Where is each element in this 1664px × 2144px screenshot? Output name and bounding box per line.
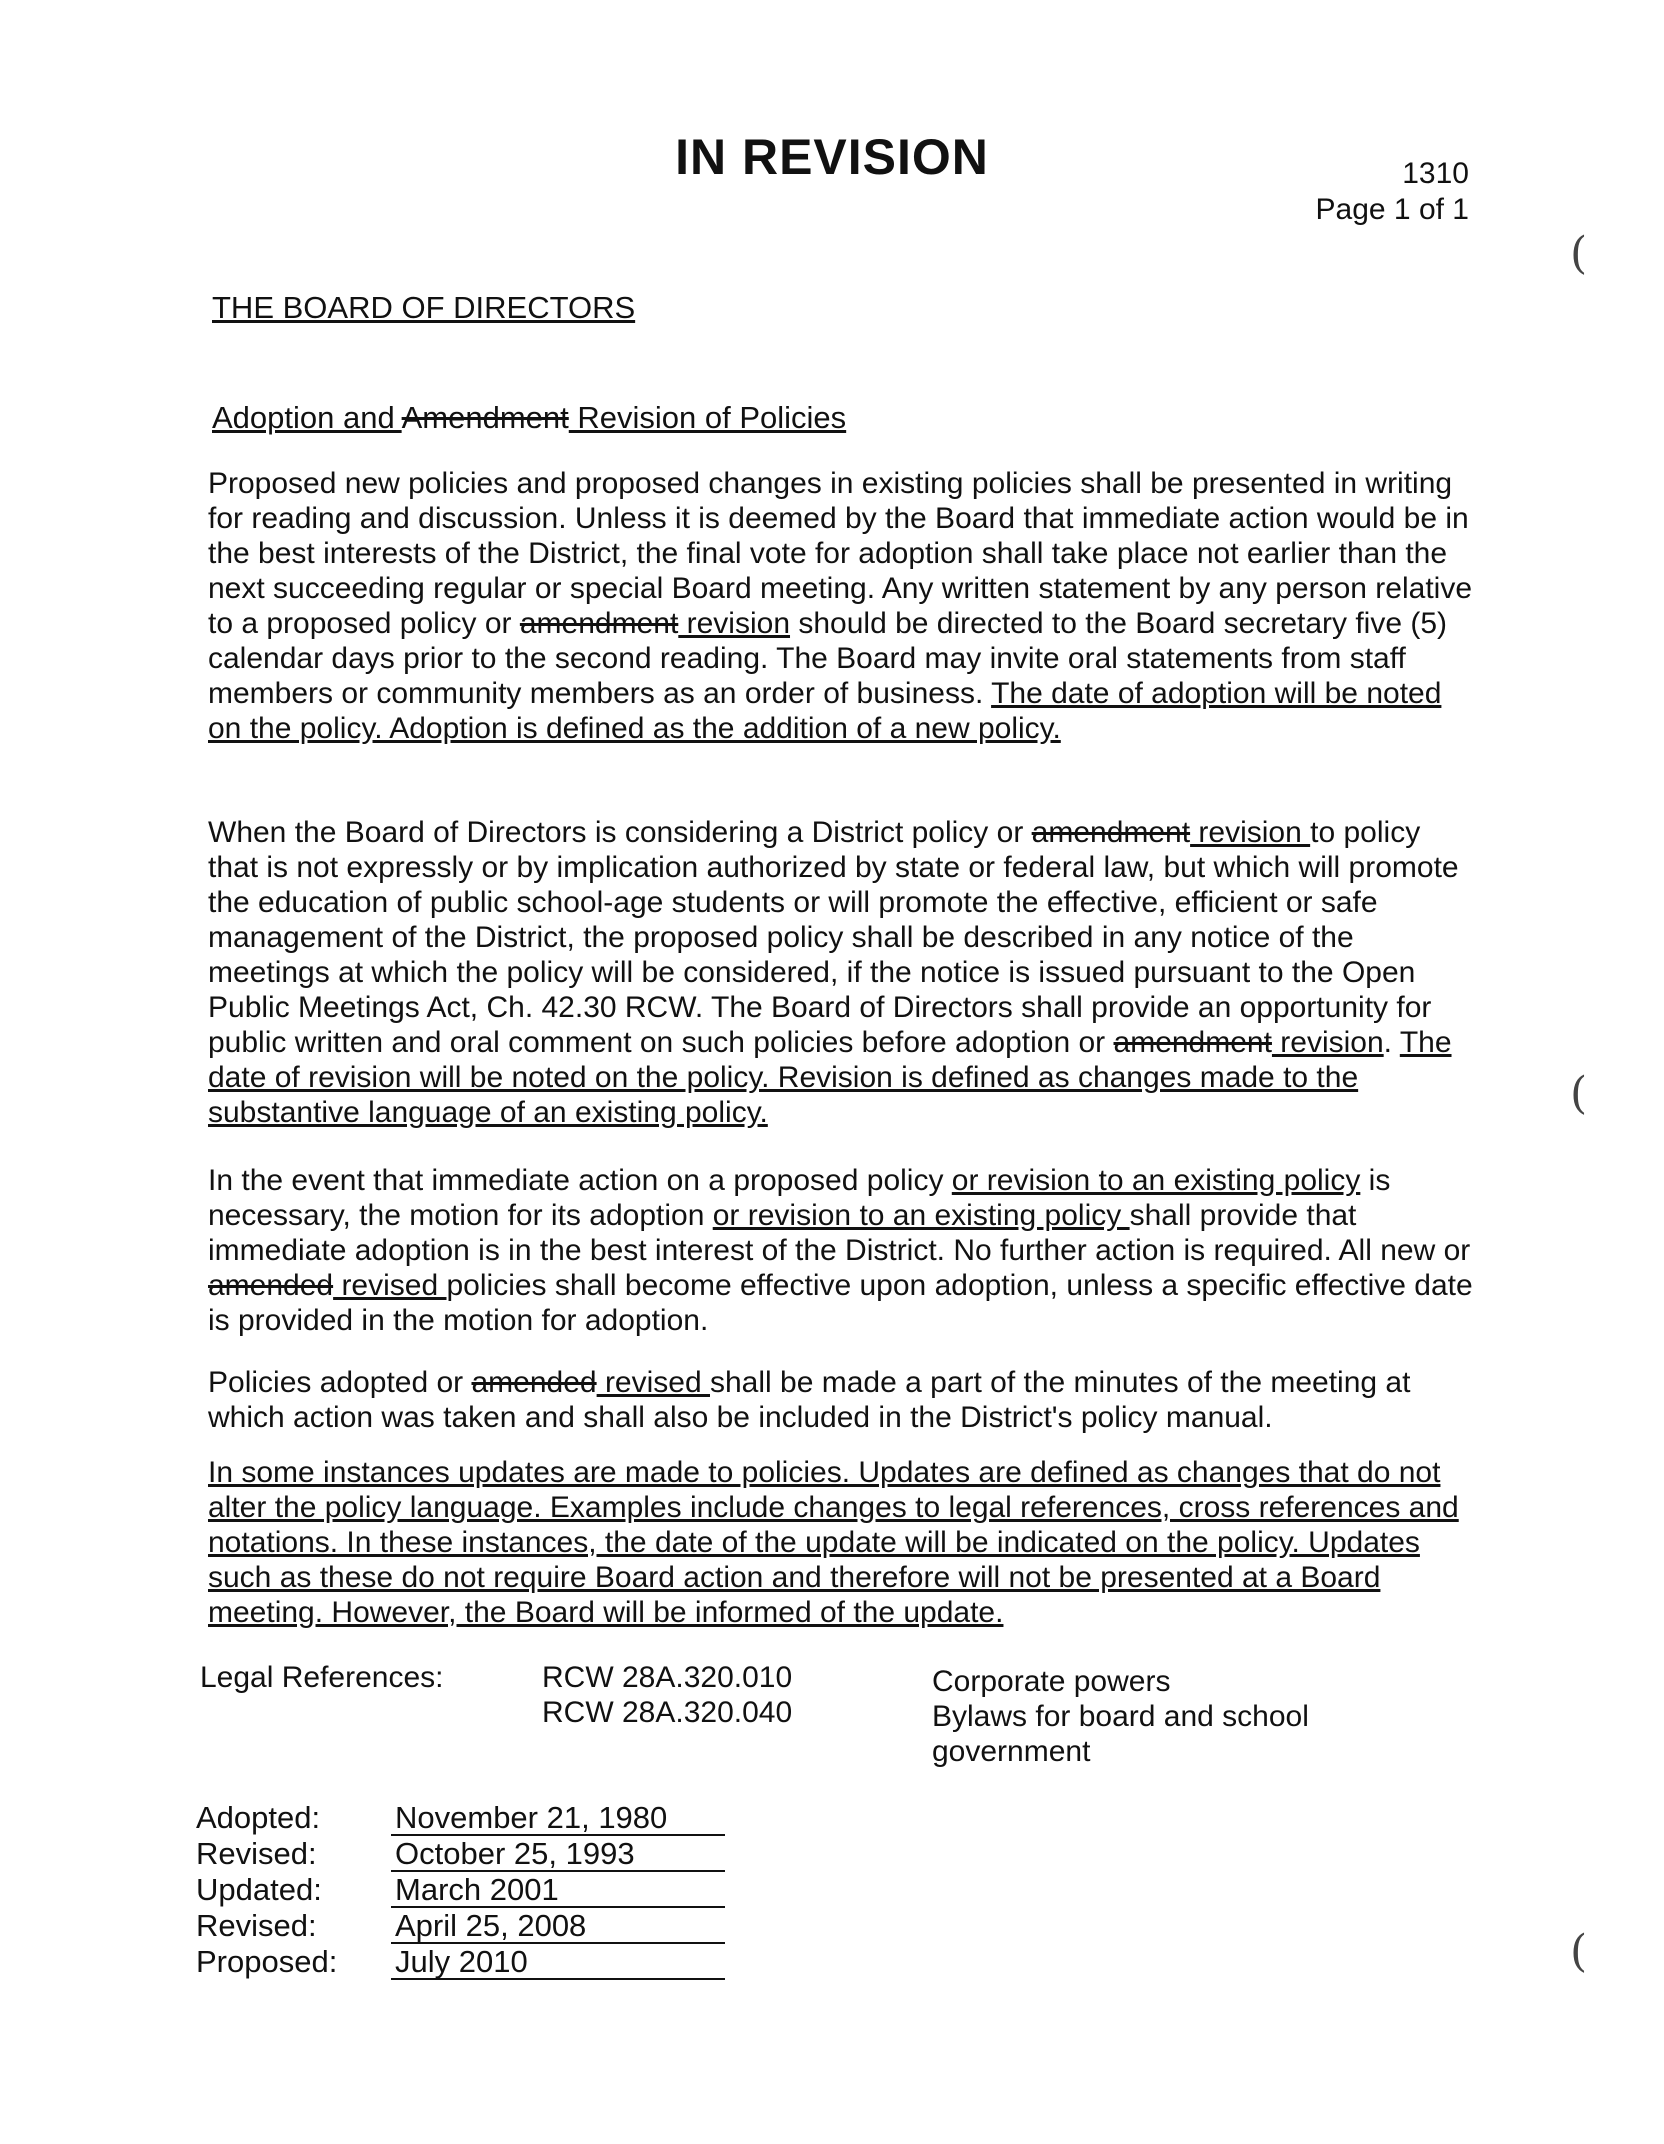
p3-text-2: is necessary, the motion for its adoption (208, 1164, 1391, 1232)
paragraph-updates (208, 1455, 1478, 1630)
section-title: THE BOARD OF DIRECTORS (212, 290, 636, 325)
legal-codes (542, 1660, 792, 1730)
history-date: October 25, 1993 (391, 1838, 725, 1872)
p1-inserted-1: revision (678, 607, 791, 640)
p4-text-2: shall be made a part of the minutes of the meeting at which action was taken and shall also be included in the District's policy manual. (208, 1366, 1411, 1434)
history-date: March 2001 (391, 1874, 725, 1908)
history-date: November 21, 1980 (391, 1802, 725, 1836)
legal-description: Bylaws for board and school government (932, 1700, 1309, 1768)
heading-prefix: Adoption and (212, 400, 402, 435)
p2-text-3: . (1383, 1026, 1400, 1059)
legal-description: Corporate powers (932, 1665, 1171, 1698)
p3-inserted-2: or revision to an existing policy (712, 1199, 1130, 1232)
heading-inserted-word: Revision of Policies (568, 400, 847, 435)
p4-struck-1: amended (471, 1366, 597, 1399)
p3-inserted-3: revised (333, 1269, 447, 1302)
p3-text-4: policies shall become effective upon adoption, unless a specific effective date is provided in the motion for adoption. (208, 1269, 1473, 1337)
p1-text-2: should be directed to the Board secretary five (5) calendar days prior to the second reading. The Board may invite oral statements from staff members or community members as an order of business. (208, 607, 1448, 710)
history-date: July 2010 (391, 1946, 725, 1980)
heading-struck-word: Amendment (401, 400, 569, 435)
p3-text-3: shall provide that immediate adoption is in the best interest of the District. No further action is required. All new or (208, 1199, 1471, 1267)
paragraph-proposed-policies (208, 466, 1478, 746)
page-indicator: Page 1 of 1 (1315, 193, 1469, 226)
p4-text-1: Policies adopted or (208, 1366, 472, 1399)
p2-text-1: When the Board of Directors is considering a District policy or (208, 816, 1032, 849)
p2-inserted-2: revision (1271, 1026, 1384, 1059)
legal-code: RCW 28A.320.040 (542, 1696, 793, 1729)
p1-inserted-2: The date of adoption will be noted on the policy. Adoption is defined as the addition of a new policy. (208, 677, 1442, 745)
history-label: Proposed: (196, 1944, 338, 1979)
paragraph-immediate-action (208, 1163, 1478, 1338)
p2-text-2: to policy that is not expressly or by implication authorized by state or federal law, but which will promote the education of public school-age students or will promote the effective, efficient or safe management of the District, the proposed policy shall be described in any notice of the meetings at which the policy will be considered, if the notice is issued pursuant to the Open Public Meetings Act, Ch. 42.30 RCW. The Board of Directors shall provide an opportunity for public written and oral comment on such policies before adoption or (208, 816, 1459, 1059)
history-label: Revised: (196, 1908, 317, 1943)
policy-heading (212, 400, 846, 436)
p4-inserted-1: revised (596, 1366, 710, 1399)
legal-references-label: Legal References: (200, 1661, 444, 1694)
history-label: Revised: (196, 1836, 317, 1871)
history-date: April 25, 2008 (391, 1910, 725, 1944)
revision-status-title: IN REVISION (675, 129, 989, 185)
p3-struck-1: amended (208, 1269, 334, 1302)
policy-number: 1310 (1402, 157, 1469, 190)
legal-code: RCW 28A.320.010 (542, 1661, 793, 1694)
paragraph-board-considering (208, 815, 1478, 1130)
p5-inserted-1: In some instances updates are made to policies. Updates are defined as changes that do not alter the policy language. Examples include changes to legal references, cross references and notations. In these instances, the date of the update will be indicated on the policy. Updates such as these do not require Board action and therefore will not be presented at a Board meeting. However, the Board will be informed of the update. (208, 1456, 1459, 1629)
binder-hole-mark: ( (1570, 1068, 1588, 1119)
p2-inserted-3: The date of revision will be noted on the policy. Revision is defined as changes made to the substantive language of an existing policy. (208, 1026, 1452, 1129)
p1-text-1: Proposed new policies and proposed changes in existing policies shall be presented in writing for reading and discussion. Unless it is deemed by the Board that immediate action would be in the best interests of the District, the final vote for adoption shall take place not earlier than the next succeeding regular or special Board meeting. Any written statement by any person relative to a proposed policy or (208, 467, 1473, 640)
p2-inserted-1: revision (1190, 816, 1311, 849)
history-label: Adopted: (196, 1800, 321, 1835)
p2-struck-2: amendment (1113, 1026, 1272, 1059)
p1-struck-1: amendment (519, 607, 679, 640)
p2-struck-1: amendment (1031, 816, 1191, 849)
binder-hole-mark: ( (1570, 228, 1588, 279)
legal-descriptions (932, 1664, 1392, 1769)
history-label: Updated: (196, 1872, 322, 1907)
p3-text-1: In the event that immediate action on a proposed policy (208, 1164, 952, 1197)
binder-hole-mark: ( (1570, 1926, 1588, 1977)
p3-inserted-1: or revision to an existing policy (951, 1164, 1361, 1197)
paragraph-minutes (208, 1365, 1478, 1435)
